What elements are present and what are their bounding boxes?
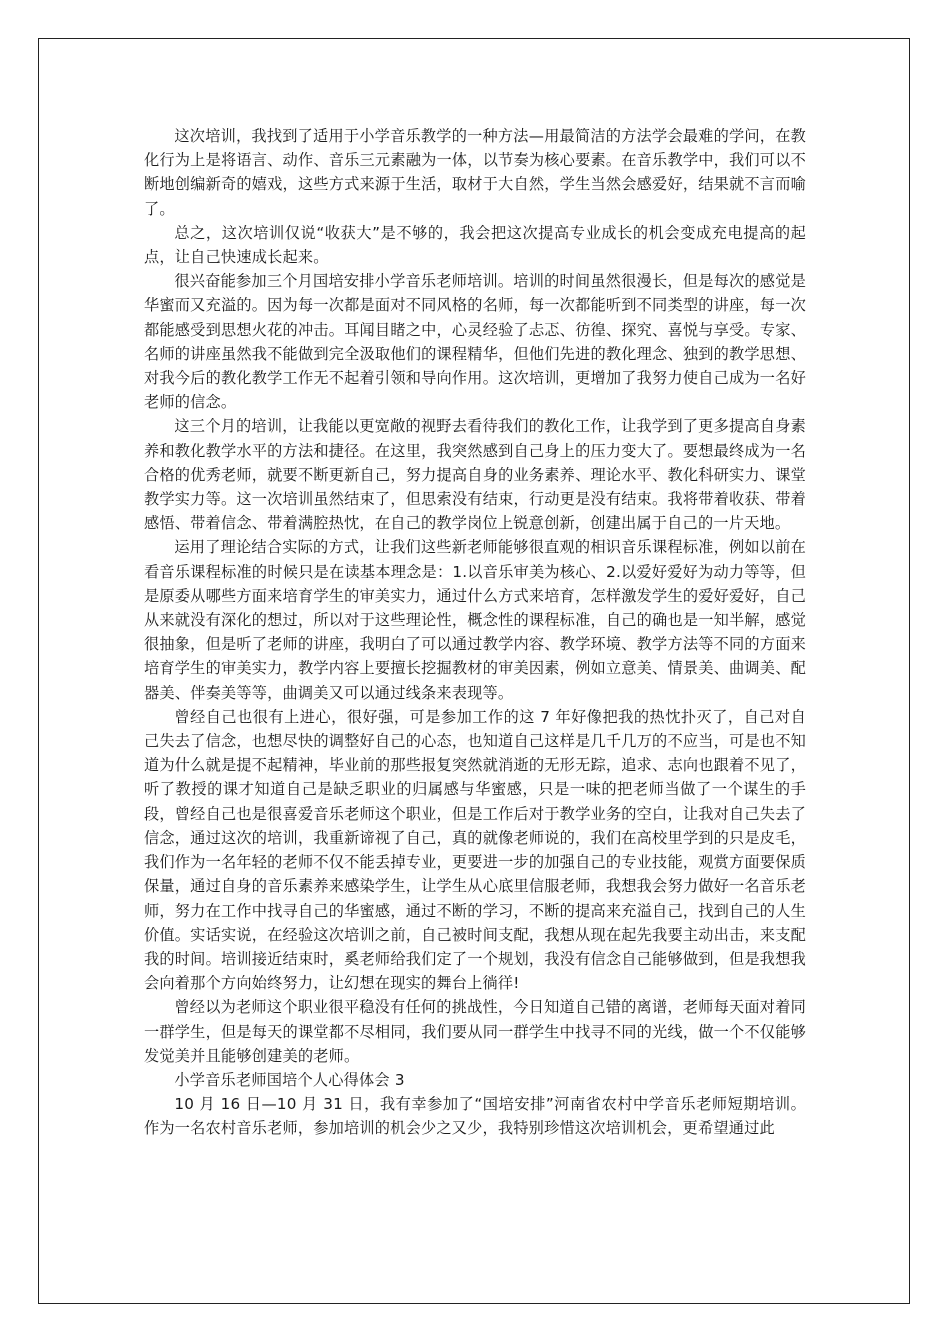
paragraph-3: 很兴奋能参加三个月国培安排小学音乐老师培训。培训的时间虽然很漫长，但是每次的感觉是华蜜而又充溢的。因为每一次都是面对不同风格的名师，每一次都能听到不同类型的讲座，每一次都能感受到思想火花的冲击。耳闻目睹之中，心灵经验了忐忑、彷徨、探究、喜悦与享受。专家、名师的讲座虽然我不能做到完全汲取他们的课程精华，但他们先进的教化理念、独到的教学思想、对我今后的教化教学工作无不起着引领和导向作用。这次培训，更增加了我努力使自己成为一名好老师的信念。 bbox=[144, 272, 806, 412]
paragraph-5: 运用了理论结合实际的方式，让我们这些新老师能够很直观的相识音乐课程标准，例如以前在看音乐课程标准的时候只是在读基本理念是：1.以音乐审美为核心、2.以爱好爱好为动力等等，但是原委从哪些方面来培育学生的审美实力，通过什么方式来培育，怎样激发学生的爱好爱好，自己从来就没有深化的想过，所以对于这些理论性，概念性的课程标准，自己的确也是一知半解，感觉很抽象，但是听了老师的讲座，我明白了可以通过教学内容、教学环境、教学方法等不同的方面来培育学生的审美实力，教学内容上要擅长挖掘教材的审美因素，例如立意美、情景美、曲调美、配器美、伴奏美等等，曲调美又可以通过线条来表现等。 bbox=[144, 538, 806, 702]
document-body bbox=[144, 124, 806, 1141]
paragraph-6: 曾经自己也很有上进心，很好强，可是参加工作的这 7 年好像把我的热忱扑灭了，自己对自己失去了信念，也想尽快的调整好自己的心态，也知道自己这样是几千几万的不应当，可是也不知道为什么就是提不起精神，毕业前的那些报复突然就消逝的无形无踪，追求、志向也跟着不见了，听了教授的课才知道自己是缺乏职业的归属感与华蜜感，只是一味的把老师当做了一个谋生的手段，曾经自己也是很喜爱音乐老师这个职业，但是工作后对于教学业务的空白，让我对自己失去了信念，通过这次的培训，我重新谛视了自己，真的就像老师说的，我们在高校里学到的只是皮毛，我们作为一名年轻的老师不仅不能丢掉专业，更要进一步的加强自己的专业技能，观赏方面要保质保量，通过自身的音乐素养来感染学生，让学生从心底里信服老师，我想我会努力做好一名音乐老师，努力在工作中找寻自己的华蜜感，通过不断的学习，不断的提高来充溢自己，找到自己的人生价值。实话实说，在经验这次培训之前，自己被时间支配，我想从现在起先我要主动出击，来支配我的时间。培训接近结束时，奚老师给我们定了一个规划，我没有信念自己能够做到，但是我想我会向着那个方向始终努力，让幻想在现实的舞台上徜徉! bbox=[144, 707, 806, 993]
closing-paragraph: 10 月 16 日—10 月 31 日，我有幸参加了“国培安排”河南省农村中学音乐老师短期培训。作为一名农村音乐老师，参加培训的机会少之又少，我特别珍惜这次培训机会，更希望通过此 bbox=[144, 1095, 806, 1138]
paragraph-4: 这三个月的培训，让我能以更宽敞的视野去看待我们的教化工作，让我学到了更多提高自身素养和教化教学水平的方法和捷径。在这里，我突然感到自己身上的压力变大了。要想最终成为一名合格的优秀老师，就要不断更新自己，努力提高自身的业务素养、理论水平、教化科研实力、课堂教学实力等。这一次培训虽然结束了，但思索没有结束，行动更是没有结束。我将带着收获、带着感悟、带着信念、带着满腔热忱，在自己的教学岗位上锐意创新，创建出属于自己的一片天地。 bbox=[144, 417, 806, 533]
paragraph-7: 曾经以为老师这个职业很平稳没有任何的挑战性，今日知道自己错的离谱，老师每天面对着同一群学生，但是每天的课堂都不尽相同，我们要从同一群学生中找寻不同的光线，做一个不仅能够发觉美并且能够创建美的老师。 bbox=[144, 998, 806, 1065]
section-heading: 小学音乐老师国培个人心得体会 3 bbox=[174, 1070, 405, 1089]
paragraph-1: 这次培训，我找到了适用于小学音乐教学的一种方法—用最简洁的方法学会最难的学问，在教化行为上是将语言、动作、音乐三元素融为一体，以节奏为核心要素。在音乐教学中，我们可以不断地创编新奇的嬉戏，这些方式来源于生活，取材于大自然，学生当然会感爱好，结果就不言而喻了。 bbox=[144, 127, 806, 218]
paragraph-2: 总之，这次培训仅说“收获大”是不够的，我会把这次提高专业成长的机会变成充电提高的起点，让自己快速成长起来。 bbox=[144, 223, 806, 267]
